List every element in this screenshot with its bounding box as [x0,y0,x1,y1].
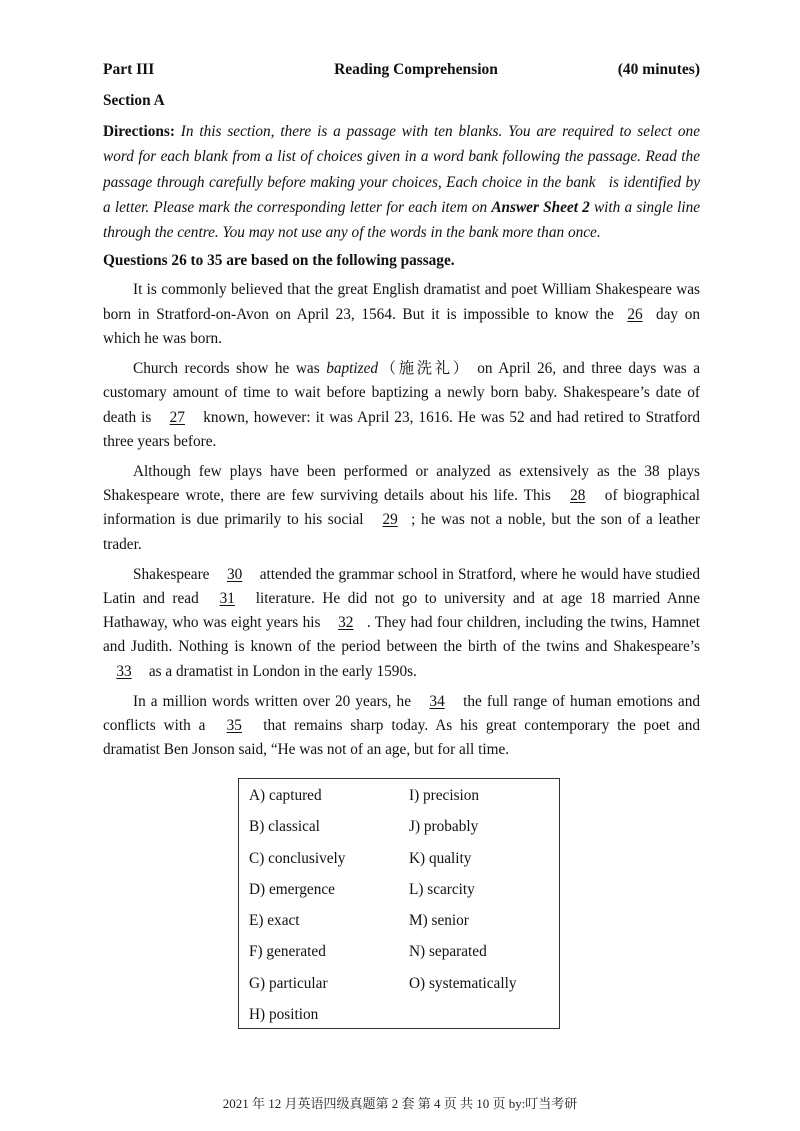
chinese-gloss: （施洗礼） [378,360,471,378]
text: In a million words written over 20 years, he [133,692,417,710]
word-option: B) classical [249,818,320,836]
directions [103,119,700,245]
blank-34: 34 [429,692,445,710]
text: day on which he was born. [103,305,700,347]
blank-32: 32 [338,614,354,632]
part-label: Part III [103,61,155,78]
text: as a dramatist in London in the early 1590s. [145,662,417,680]
blank-27: 27 [169,408,185,426]
questions-heading: Questions 26 to 35 are based on the following passage. [103,252,455,270]
word-option: K) quality [409,849,472,867]
word-option: I) precision [409,787,480,804]
paragraph-2 [103,357,700,454]
word-option: L) scarcity [409,880,475,898]
page-footer: 2021 年 12 月英语四级真题第 2 套 第 4 页 共 10 页 by:叮当考研 [222,1096,578,1111]
text: Although few plays have been performed or analyzed as extensively as the 38 plays Shakespeare wrote, there are few surviving details about his life. This [103,462,700,505]
word-option: F) generated [249,943,326,961]
text: . They had four children, including the twins, Hamnet and Judith. Nothing is known of the period between the birth of the twins and Shakespeare’s [103,614,700,656]
text: that remains sharp today. As his great contemporary the poet and dramatist Ben Jonson said, “He was not of an age, but for all time. [103,716,700,759]
text: Shakespeare [133,565,214,583]
word-bank [238,778,560,1029]
time-limit: (40 minutes) [617,61,700,78]
word-option: O) systematically [409,974,517,992]
blank-33: 33 [116,662,132,680]
directions-text: In this section, there is a passage with ten blanks. You are required to select one word for each blank from a list of choices given in a word bank following the passage. Read the passage through carefully before making your choices, Each choice in the bank is identified by a letter. Please mark the corresponding letter for each item on [103,123,700,216]
paragraph-3 [103,460,700,557]
directions-label: Directions: [103,123,175,140]
blank-31: 31 [219,589,235,607]
word-option: H) position [249,1006,319,1024]
paragraph-1 [103,278,700,351]
paragraph-4 [103,563,700,684]
word-option: A) captured [249,787,322,804]
blank-28: 28 [570,487,586,505]
text: Church records show he was [133,360,327,378]
blank-29: 29 [382,511,398,529]
text: literature. He did not go to university and at age 18 married Anne Hathaway, who was eight years his [103,589,700,632]
text: of biographical information is due primarily to his social [103,487,700,529]
blank-26: 26 [627,305,643,323]
word-option: D) emergence [249,880,335,898]
word-option: E) exact [249,912,300,930]
word-option: C) conclusively [249,849,346,867]
part-title: Reading Comprehension [334,61,498,78]
blank-30: 30 [226,565,243,583]
text: attended the grammar school in Stratford, where he would have studied Latin and read [103,565,700,607]
paragraph-5 [103,690,700,763]
italic-term: baptized [326,360,379,378]
directions-text-end: with a single line through the centre. You may not use any of the words in the bank more than once. [103,198,701,242]
text: ; he was not a noble, but the son of a leather trader. [103,511,700,553]
part-header [103,58,700,82]
word-option: J) probably [409,818,479,836]
word-option: G) particular [249,974,328,992]
word-option: N) separated [409,943,487,961]
text: on April 26, and three days was a customary amount of time to wait before baptizing a newly born baby. Shakespeare’s date of death is [103,360,701,426]
text: It is commonly believed that the great English dramatist and poet William Shakespeare was born in Stratford-on-Avon on April 23, 1564. But it is impossible to know the [103,281,700,323]
section-heading: Section A [103,92,165,109]
word-option: M) senior [409,912,469,930]
answer-sheet-ref: Answer Sheet 2 [491,198,590,216]
text: the full range of human emotions and conflicts with a [103,692,700,734]
blank-35: 35 [226,716,242,734]
text: known, however: it was April 23, 1616. He was 52 and had retired to Stratford three years before. [103,408,700,450]
document-page [103,58,700,768]
